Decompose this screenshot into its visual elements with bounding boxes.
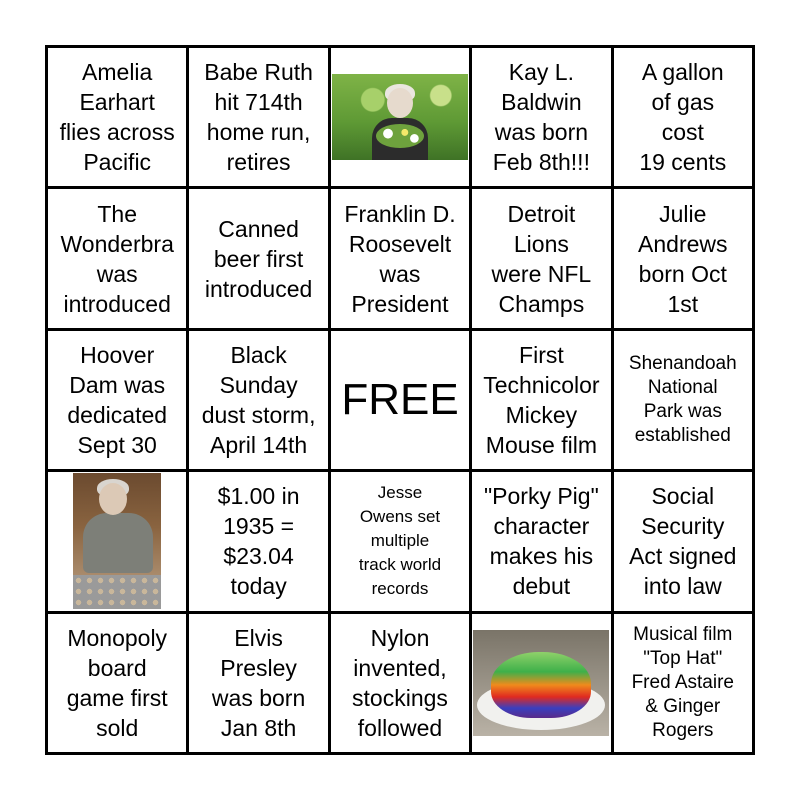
cell-text: Black Sunday dust storm, April 14th: [201, 341, 316, 458]
bingo-cell-photo[interactable]: [48, 472, 186, 610]
bingo-cell[interactable]: [331, 472, 469, 610]
bingo-cell[interactable]: [189, 48, 327, 186]
cell-text: Musical film "Top Hat" Fred Astaire & Ginger Rogers: [631, 623, 734, 741]
bingo-cell[interactable]: [614, 48, 752, 186]
bingo-cell[interactable]: [48, 331, 186, 469]
bingo-cell[interactable]: [189, 189, 327, 327]
cell-text: Detroit Lions were NFL Champs: [491, 200, 592, 317]
bingo-cell[interactable]: [48, 189, 186, 327]
cell-text: The Wonderbra was introduced: [60, 200, 174, 317]
cell-text: Jesse Owens set multiple track world records: [358, 483, 442, 599]
bingo-cell[interactable]: [189, 331, 327, 469]
bingo-cell-free[interactable]: [331, 331, 469, 469]
cell-text: Shenandoah National Park was established: [628, 352, 737, 446]
cell-text: Monopoly board game first sold: [66, 624, 168, 741]
cell-text: "Porky Pig" character makes his debut: [484, 483, 599, 600]
rainbow-jello-photo: [473, 630, 609, 736]
bingo-cell[interactable]: [48, 48, 186, 186]
cell-text: Kay L. Baldwin was born Feb 8th!!!: [492, 59, 590, 176]
cell-text: Elvis Presley was born Jan 8th: [211, 624, 306, 741]
cell-text: First Technicolor Mickey Mouse film: [483, 341, 600, 458]
bingo-cell-photo[interactable]: [472, 614, 610, 752]
bingo-cell[interactable]: [614, 331, 752, 469]
cell-text: Hoover Dam was dedicated Sept 30: [67, 341, 168, 458]
bingo-cell[interactable]: [189, 614, 327, 752]
bingo-cell[interactable]: [614, 614, 752, 752]
bingo-cell[interactable]: [189, 472, 327, 610]
woman-with-flowers-photo: [332, 74, 468, 160]
bingo-cell-photo[interactable]: [331, 48, 469, 186]
cell-text: A gallon of gas cost 19 cents: [639, 59, 727, 176]
bingo-cell[interactable]: [331, 189, 469, 327]
cell-text: Babe Ruth hit 714th home run, retires: [204, 59, 313, 176]
free-space-label: FREE: [341, 375, 459, 425]
bingo-board: [45, 45, 755, 755]
bingo-cell[interactable]: [472, 189, 610, 327]
cell-text: Canned beer first introduced: [204, 215, 313, 302]
bingo-cell[interactable]: [614, 189, 752, 327]
cell-text: $1.00 in 1935 = $23.04 today: [217, 483, 300, 600]
bingo-cell[interactable]: [48, 614, 186, 752]
cell-text: Julie Andrews born Oct 1st: [638, 200, 728, 317]
cell-text: Nylon invented, stockings followed: [352, 624, 448, 741]
woman-making-cookies-photo: [73, 473, 161, 609]
cell-text: Social Security Act signed into law: [629, 483, 737, 600]
bingo-cell[interactable]: [472, 48, 610, 186]
cell-text: Amelia Earhart flies across Pacific: [59, 59, 175, 176]
bingo-cell[interactable]: [614, 472, 752, 610]
bingo-cell[interactable]: [472, 472, 610, 610]
cell-text: Franklin D. Roosevelt was President: [344, 200, 456, 317]
bingo-cell[interactable]: [472, 331, 610, 469]
bingo-cell[interactable]: [331, 614, 469, 752]
